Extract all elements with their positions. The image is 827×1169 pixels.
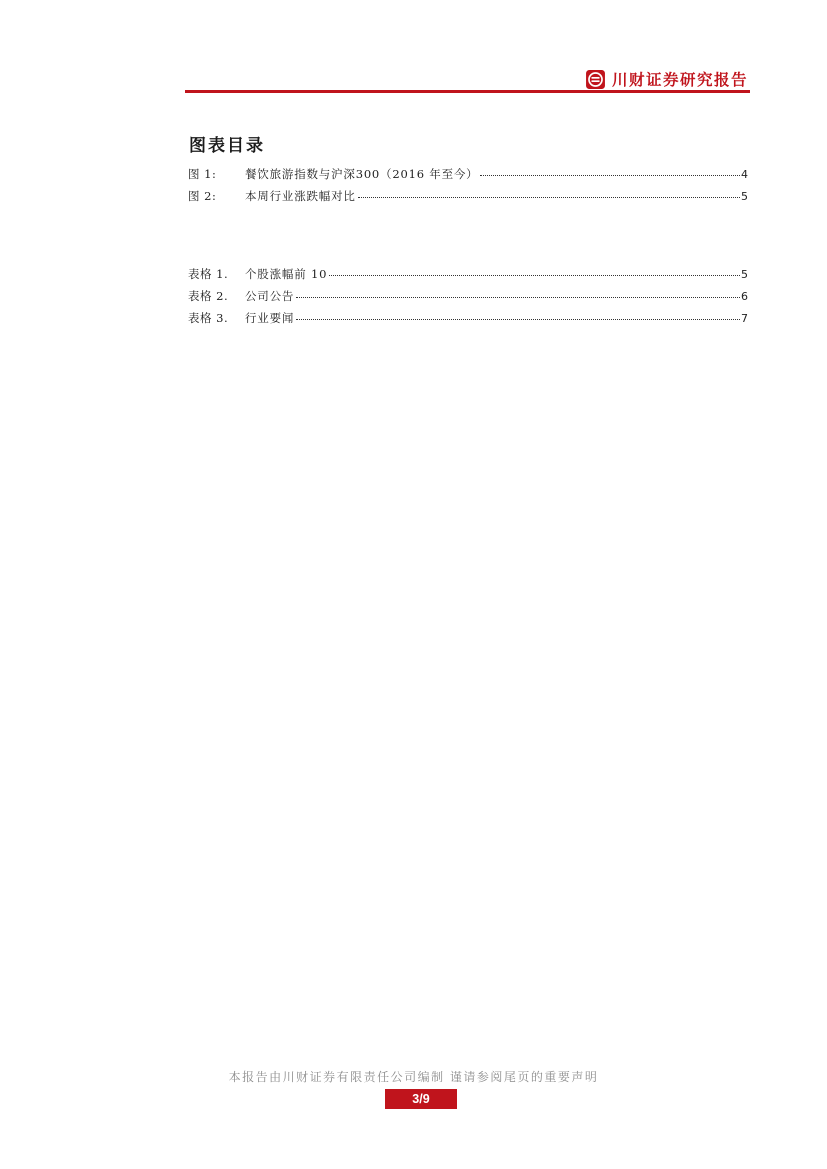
dot-leader: [358, 197, 740, 198]
toc-entry-label: 表格 2.: [188, 289, 229, 303]
toc-entry-figure-1[interactable]: [188, 166, 748, 182]
toc-entry-page: 7: [741, 312, 748, 325]
toc-entry-page: 5: [741, 190, 748, 203]
footer-disclaimer: 本报告由川财证券有限责任公司编制 谨请参阅尾页的重要声明: [228, 1070, 599, 1084]
toc-entry-label: 表格 3.: [188, 311, 229, 325]
toc-entry-label: 图 2:: [188, 189, 217, 203]
toc-entry-page: 5: [741, 268, 748, 281]
dot-leader: [296, 297, 740, 298]
toc-entry-title: 个股涨幅前 10: [245, 267, 328, 281]
dot-leader: [296, 319, 740, 320]
dot-leader: [480, 175, 740, 176]
chuancai-securities-logo-icon: [585, 69, 606, 90]
page-header: [185, 66, 750, 96]
toc-entry-page: 4: [741, 168, 748, 181]
page-number-badge: 3/9: [385, 1089, 457, 1109]
toc-entry-title: 公司公告: [245, 289, 295, 303]
dot-leader: [329, 275, 740, 276]
header-divider: [185, 90, 750, 93]
toc-entry-title: 行业要闻: [245, 311, 295, 325]
toc-entry-label: 图 1:: [188, 167, 217, 181]
toc-entry-label: 表格 1.: [188, 267, 229, 281]
toc-entry-figure-2[interactable]: [188, 188, 748, 204]
brand-name: 川财证券研究报告: [611, 70, 748, 89]
toc-entry-table-3[interactable]: [188, 310, 748, 326]
toc-entry-page: 6: [741, 290, 748, 303]
toc-entry-table-1[interactable]: [188, 266, 748, 282]
brand: [585, 67, 748, 91]
toc-entry-title: 餐饮旅游指数与沪深300（2016 年至今）: [245, 167, 479, 181]
toc-entry-title: 本周行业涨跌幅对比: [245, 189, 356, 203]
toc-entry-table-2[interactable]: [188, 288, 748, 304]
toc-title: 图表目录: [189, 136, 265, 156]
